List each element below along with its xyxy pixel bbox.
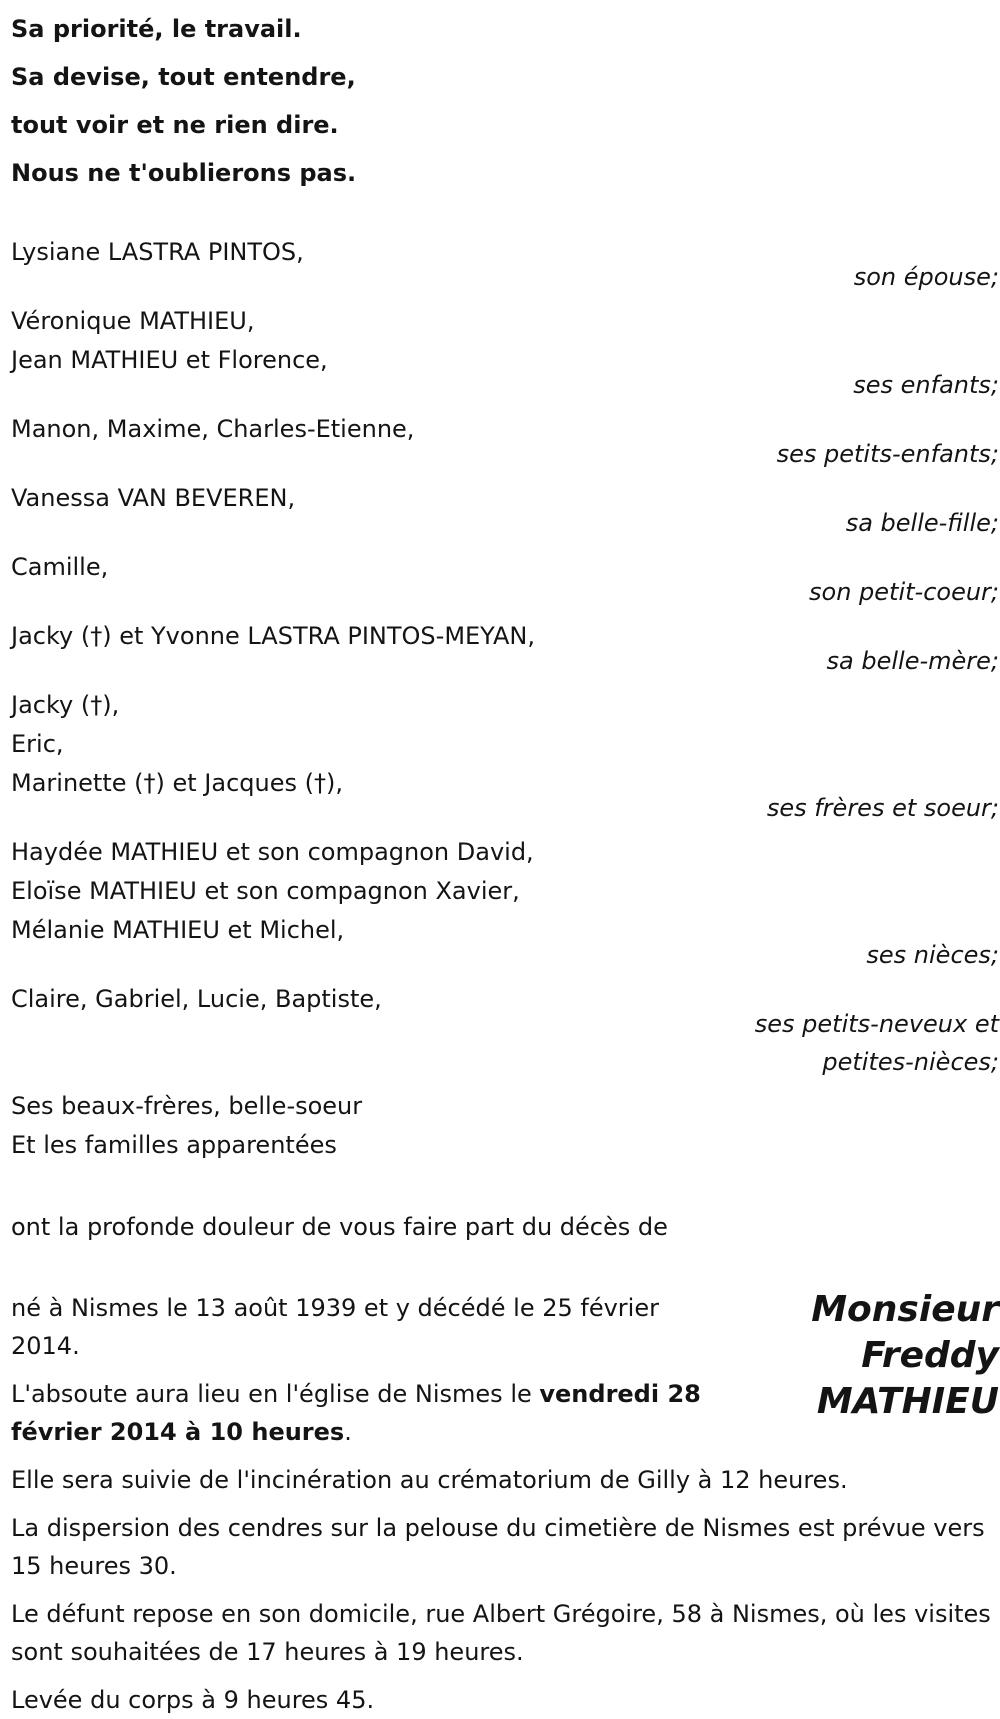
motto-line: tout voir et ne rien dire. <box>11 111 339 139</box>
obituary-content <box>11 5 1000 1719</box>
family-name: Vanessa VAN BEVEREN, <box>11 484 296 512</box>
family-relation: sa belle-mère; <box>826 647 999 675</box>
family-relation: ses petits-enfants; <box>776 440 999 468</box>
motto <box>11 5 1000 197</box>
family-name: Jean MATHIEU et Florence, <box>11 346 328 374</box>
deceased-section <box>11 1289 1000 1719</box>
absoute-suffix: . <box>344 1418 352 1446</box>
visitation-info: Le défunt repose en son domicile, rue Albert Grégoire, 58 à Nismes, où les visites sont souhaitées de 17 heures à 19 heures. <box>11 1600 991 1666</box>
motto-line: Sa priorité, le travail. <box>11 15 302 43</box>
motto-line: Sa devise, tout entendre, <box>11 63 356 91</box>
absoute-prefix: L'absoute aura lieu en l'église de Nismes le <box>11 1380 540 1408</box>
deceased-last-name: MATHIEU <box>816 1381 999 1422</box>
deceased-title: Monsieur <box>811 1289 999 1330</box>
family-list <box>11 233 1000 1165</box>
ashes-dispersion-info: La dispersion des cendres sur la pelouse du cimetière de Nismes est prévue vers 15 heures 30. <box>11 1514 985 1580</box>
family-group-nieces <box>11 833 1000 974</box>
family-relation-line: ses petits-neveux et <box>754 1010 999 1038</box>
announcement: ont la profonde douleur de vous faire part du décès de <box>11 1213 668 1241</box>
family-name: Haydée MATHIEU et son compagnon David, <box>11 838 534 866</box>
family-group-petit-coeur <box>11 548 1000 611</box>
family-relation: ses enfants; <box>853 371 999 399</box>
family-group-daughter-in-law <box>11 479 1000 542</box>
family-group-grandchildren <box>11 410 1000 473</box>
family-name: Véronique MATHIEU, <box>11 307 255 335</box>
family-name: Eric, <box>11 730 64 758</box>
absoute-info <box>11 1375 721 1451</box>
family-group-siblings <box>11 686 1000 827</box>
body-removal-info: Levée du corps à 9 heures 45. <box>11 1686 375 1714</box>
family-relation: ses frères et soeur; <box>766 794 999 822</box>
family-name: Manon, Maxime, Charles-Etienne, <box>11 415 415 443</box>
extended-family-line: Ses beaux-frères, belle-soeur <box>11 1092 363 1120</box>
family-group-grandnephews <box>11 980 1000 1081</box>
extended-family-line: Et les familles apparentées <box>11 1131 337 1159</box>
extended-family <box>11 1087 1000 1165</box>
family-group-spouse <box>11 233 1000 296</box>
incineration-info: Elle sera suivie de l'incinération au crématorium de Gilly à 12 heures. <box>11 1466 848 1494</box>
family-name: Camille, <box>11 553 109 581</box>
family-relation: ses nièces; <box>866 941 999 969</box>
family-relation: sa belle-fille; <box>845 509 999 537</box>
family-group-children <box>11 302 1000 404</box>
family-name: Claire, Gabriel, Lucie, Baptiste, <box>11 985 382 1013</box>
family-group-mother-in-law <box>11 617 1000 680</box>
deceased-first-name: Freddy <box>861 1335 999 1376</box>
family-relation: son épouse; <box>853 263 999 291</box>
family-relation: son petit-coeur; <box>809 578 999 606</box>
birth-death-info: né à Nismes le 13 août 1939 et y décédé le 25 février 2014. <box>11 1294 659 1360</box>
absoute-date: vendredi 28 février 2014 à 10 heures <box>11 1380 701 1446</box>
family-name: Lysiane LASTRA PINTOS, <box>11 238 304 266</box>
family-name: Eloïse MATHIEU et son compagnon Xavier, <box>11 877 520 905</box>
family-name: Jacky (†), <box>11 691 120 719</box>
obituary-page <box>0 5 1000 1714</box>
family-name: Mélanie MATHIEU et Michel, <box>11 916 345 944</box>
motto-line: Nous ne t'oublierons pas. <box>11 159 357 187</box>
family-name: Jacky (†) et Yvonne LASTRA PINTOS-MEYAN, <box>11 622 535 650</box>
family-name: Marinette (†) et Jacques (†), <box>11 769 343 797</box>
family-relation-line: petites-nièces; <box>822 1048 999 1076</box>
deceased-name <box>811 1287 999 1425</box>
